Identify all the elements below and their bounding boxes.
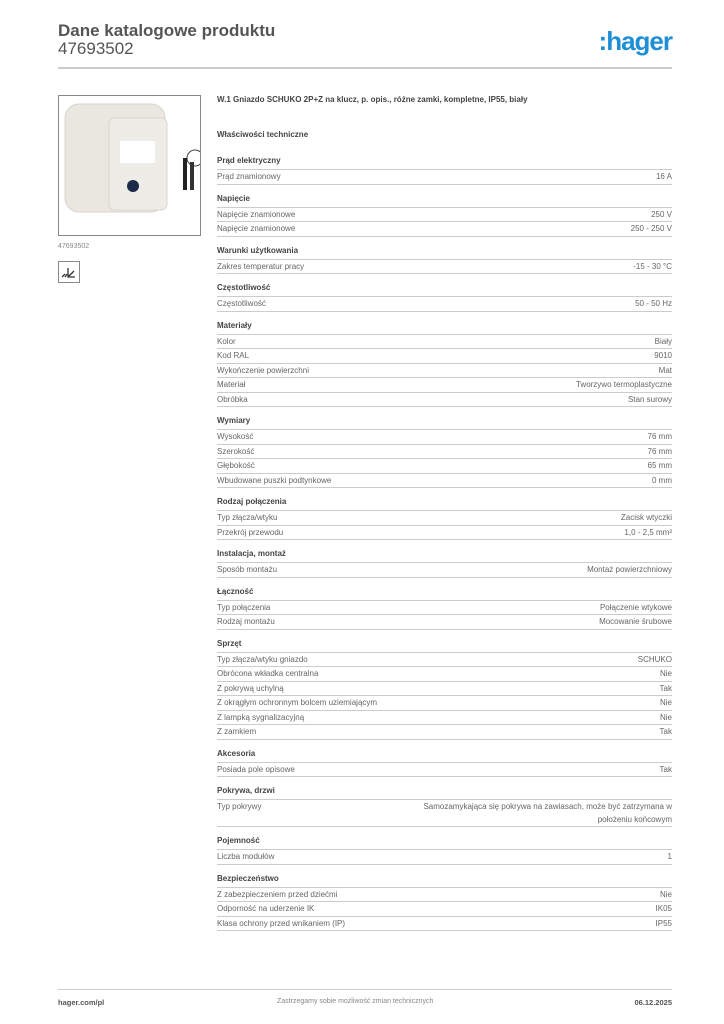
property-row	[217, 763, 672, 778]
property-group	[217, 748, 672, 778]
property-label: Klasa ochrony przed wnikaniem (IP)	[217, 918, 346, 928]
property-value: Nie	[659, 889, 672, 899]
hager-logo: :hager	[598, 26, 672, 56]
property-value: 250 V	[651, 209, 672, 219]
property-value: IP55	[655, 918, 672, 928]
property-row	[217, 208, 672, 223]
group-heading: Pojemność	[217, 835, 672, 850]
property-value: Mat	[658, 365, 672, 375]
image-code: 47693502	[58, 243, 90, 250]
property-label: Materiał	[217, 380, 246, 389]
property-group	[217, 835, 672, 865]
property-group	[217, 496, 672, 540]
property-label: Przekrój przewodu	[217, 527, 284, 537]
property-group	[217, 193, 672, 237]
property-value: Tak	[659, 727, 672, 736]
property-row	[217, 260, 672, 275]
group-heading: Materiały	[217, 320, 672, 335]
group-heading: Rodzaj połączenia	[217, 496, 672, 511]
property-row	[217, 526, 672, 541]
property-group	[217, 245, 672, 275]
property-row	[217, 511, 672, 526]
property-value: Biały	[654, 336, 672, 346]
property-value: Samozamykająca się pokrywa na zawiasach, może być zatrzymana w położeniu końcowym	[423, 802, 672, 824]
property-label: Z lampką sygnalizacyjną	[217, 712, 305, 722]
property-row	[217, 297, 672, 312]
footer-website[interactable]: hager.com/pl	[58, 998, 105, 1007]
group-heading: Bezpieczeństwo	[217, 873, 672, 888]
property-label: Wbudowane puszki podtynkowe	[217, 475, 332, 485]
property-label: Liczba modułów	[217, 852, 275, 861]
property-row	[217, 349, 672, 364]
group-heading: Łączność	[217, 586, 672, 601]
property-label: Prąd znamionowy	[217, 172, 281, 181]
property-label: Zakres temperatur pracy	[217, 261, 305, 271]
property-label: Typ złącza/wtyku	[217, 513, 278, 522]
property-value: 1	[667, 852, 672, 861]
property-label: Typ pokrywy	[217, 802, 262, 811]
property-label: Głębokość	[217, 461, 255, 470]
property-row	[217, 696, 672, 711]
property-row	[217, 335, 672, 350]
property-label: Z zabezpieczeniem przed dziećmi	[217, 889, 338, 899]
header-divider	[58, 67, 672, 69]
property-row	[217, 888, 672, 903]
property-value: Tak	[659, 764, 672, 774]
property-value: IK05	[655, 904, 672, 913]
property-label: Z zamkiem	[217, 727, 257, 736]
property-label: Kod RAL	[217, 351, 250, 360]
property-value: 16 A	[655, 172, 672, 181]
property-row	[217, 725, 672, 740]
property-value: 76 mm	[647, 432, 672, 441]
footer-date: 06.12.2025	[634, 998, 672, 1007]
property-groups	[217, 155, 672, 931]
property-row	[217, 615, 672, 630]
property-label: Wysokość	[217, 432, 254, 441]
property-row	[217, 445, 672, 460]
property-value: -15 - 30 °C	[633, 261, 672, 271]
property-group	[217, 320, 672, 408]
property-value: Zacisk wtyczki	[620, 513, 672, 522]
group-heading: Sprzęt	[217, 638, 672, 653]
group-heading: Napięcie	[217, 193, 672, 208]
group-heading: Wymiary	[217, 415, 672, 430]
property-value: 250 - 250 V	[630, 224, 672, 233]
property-label: Napięcie znamionowe	[217, 209, 296, 219]
property-group	[217, 155, 672, 185]
property-value: 0 mm	[652, 475, 672, 485]
group-heading: Instalacja, montaż	[217, 548, 672, 563]
property-row	[217, 902, 672, 917]
property-label: Obróbka	[217, 394, 248, 404]
property-group	[217, 586, 672, 630]
footer-note: Zastrzegamy sobie możliwość zmian technicznych	[277, 998, 434, 1005]
property-label: Częstotliwość	[217, 299, 266, 308]
property-label: Napięcie znamionowe	[217, 224, 296, 233]
mounting-symbol-icon	[58, 261, 80, 283]
property-value: 9010	[654, 351, 672, 360]
property-group	[217, 548, 672, 578]
property-row	[217, 170, 672, 185]
group-heading: Warunki użytkowania	[217, 245, 672, 260]
property-row	[217, 667, 672, 682]
product-image	[58, 95, 201, 236]
property-label: Z pokrywą uchylną	[217, 683, 284, 693]
product-number: 47693502	[58, 39, 134, 58]
property-label: Rodzaj montażu	[217, 617, 275, 626]
property-row	[217, 653, 672, 668]
property-row	[217, 474, 672, 489]
property-value: Nie	[659, 669, 672, 678]
property-group	[217, 282, 672, 312]
property-label: Szerokość	[217, 446, 255, 456]
group-heading: Prąd elektryczny	[217, 155, 672, 170]
property-value: Tak	[659, 683, 672, 693]
property-value: Nie	[659, 712, 672, 722]
properties-heading: Właściwości techniczne	[217, 130, 309, 139]
property-value: Połączenie wtykowe	[599, 602, 672, 612]
group-heading: Pokrywa, drzwi	[217, 785, 672, 800]
property-row	[217, 682, 672, 697]
group-heading: Częstotliwość	[217, 282, 672, 297]
property-label: Z okrągłym ochronnym bolcem uziemiającym	[217, 698, 378, 707]
property-label: Typ złącza/wtyku gniazdo	[217, 654, 308, 664]
property-value: SCHUKO	[637, 654, 672, 664]
property-row	[217, 459, 672, 474]
property-row	[217, 393, 672, 408]
property-label: Odporność na uderzenie IK	[217, 904, 315, 913]
property-group	[217, 873, 672, 932]
property-value: Montaż powierzchniowy	[587, 565, 672, 574]
property-value: 76 mm	[647, 446, 672, 456]
property-group	[217, 785, 672, 827]
property-value: 1,0 - 2,5 mm²	[624, 527, 672, 537]
page-title: Dane katalogowe produktu	[58, 21, 276, 40]
product-content	[217, 95, 672, 931]
property-value: Nie	[659, 698, 672, 707]
property-value: Mocowanie śrubowe	[599, 617, 672, 626]
property-value: 50 - 50 Hz	[635, 299, 672, 308]
footer-divider	[58, 989, 672, 990]
property-label: Kolor	[217, 336, 236, 346]
property-value: 65 mm	[647, 461, 672, 470]
property-value: Tworzywo termoplastyczne	[575, 380, 672, 389]
property-label: Obrócona wkładka centralna	[217, 669, 319, 678]
property-value: Stan surowy	[627, 394, 672, 404]
product-title: W.1 Gniazdo SCHUKO 2P+Z na klucz, p. opis., różne zamki, kompletne, IP55, biały	[217, 95, 528, 104]
property-row	[217, 364, 672, 379]
property-group	[217, 415, 672, 488]
group-heading: Akcesoria	[217, 748, 672, 763]
property-row	[217, 430, 672, 445]
property-label: Sposób montażu	[217, 565, 278, 574]
property-row	[217, 800, 672, 827]
property-group	[217, 638, 672, 740]
property-label: Posiada pole opisowe	[217, 764, 295, 774]
property-row	[217, 563, 672, 578]
property-row	[217, 378, 672, 393]
property-label: Typ połączenia	[217, 602, 271, 612]
property-row	[217, 601, 672, 616]
property-row	[217, 222, 672, 237]
property-row	[217, 917, 672, 932]
property-label: Wykończenie powierzchni	[217, 365, 309, 375]
property-row	[217, 711, 672, 726]
property-row	[217, 850, 672, 865]
